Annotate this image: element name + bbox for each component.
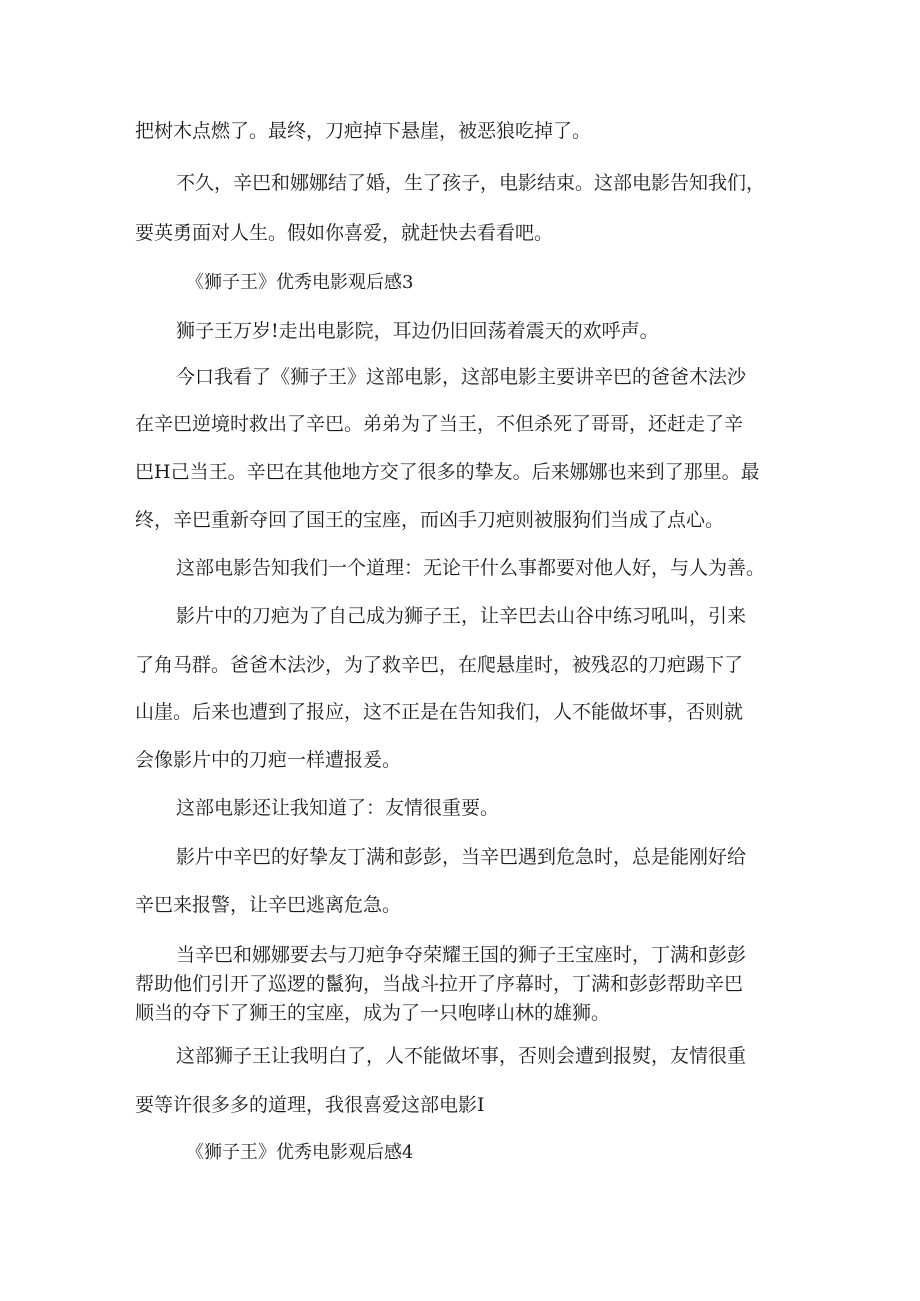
- text-line: 了角马群。爸爸木法沙，为了救辛巴，在爬悬崖时，被残忍的刀疤踢下了: [135, 654, 744, 676]
- text-line: 影片中的刀疤为了自己成为狮子王，让辛巴去山谷中练习吼叫，引来: [176, 605, 747, 627]
- text-line: 巴H己当王。辛巴在其他地方交了很多的挚友。后来娜娜也来到了那里。最: [135, 461, 760, 483]
- text-line: 山崖。后来也遭到了报应，这不正是在告知我们，人不能做坏事，否则就: [135, 701, 744, 723]
- text-line: 会像影片中的刀疤一样遭报爰。: [135, 749, 402, 771]
- text-line: 这部电影还让我知道了：友情很重要。: [176, 797, 500, 819]
- text-line: 把树木点燃了。最终，刀疤掉下悬崖，被恶狼吃掉了。: [135, 120, 592, 142]
- text-line: 要等许很多多的道理，我很喜爱这部电影I: [135, 1094, 485, 1116]
- text-line: 终，辛巴重新夺回了国王的宝座，而凶手刀疤则被服狗们当成了点心。: [135, 509, 725, 531]
- text-line: 在辛巴逆境时救出了辛巴。弟弟为了当王，不但杀死了哥哥，还赶走了辛: [135, 413, 744, 435]
- text-line: 顺当的夺下了狮王的宝座，成为了一只咆哮山林的雄狮。: [135, 1002, 611, 1024]
- text-line: 帮助他们引开了巡逻的鬣狗，当战斗拉开了序幕时，丁满和彭彭帮助辛巴: [135, 973, 744, 995]
- text-line: 辛巴来报警，让辛巴逃离危急。: [135, 894, 402, 916]
- text-line: 不久，辛巴和娜娜结了婚，生了孩子，电影结束。这部电影告知我们，: [176, 172, 766, 194]
- text-line: 要英勇面对人生。假如你喜爱，就赶快去看看吧。: [135, 222, 554, 244]
- text-line: 影片中辛巴的好挚友丁满和彭彭，当辛巴遇到危急时，总是能刚好给: [176, 846, 747, 868]
- text-line: 当辛巴和娜娜要去与刀疤争夺荣耀王国的狮子王宝座时，丁满和彭彭: [176, 944, 747, 966]
- text-line: 这部狮子王让我明白了，人不能做坏事，否则会遭到报熨，友情很重: [176, 1045, 747, 1067]
- text-line: 今口我看了《狮子王》这部电影，这部电影主要讲辛巴的爸爸木法沙: [176, 366, 747, 388]
- text-line: 这部电影告知我们一个道理：无论干什么事都要对他人好，与人为善。: [176, 557, 766, 579]
- section-title: 《狮子王》优秀电影观后感3: [186, 272, 414, 293]
- section-title: 《狮子王》优秀电影观后感4: [186, 1142, 414, 1163]
- text-line: 狮子王万岁!走出电影院，耳边仍旧回荡着震天的欢呼声。: [176, 320, 659, 342]
